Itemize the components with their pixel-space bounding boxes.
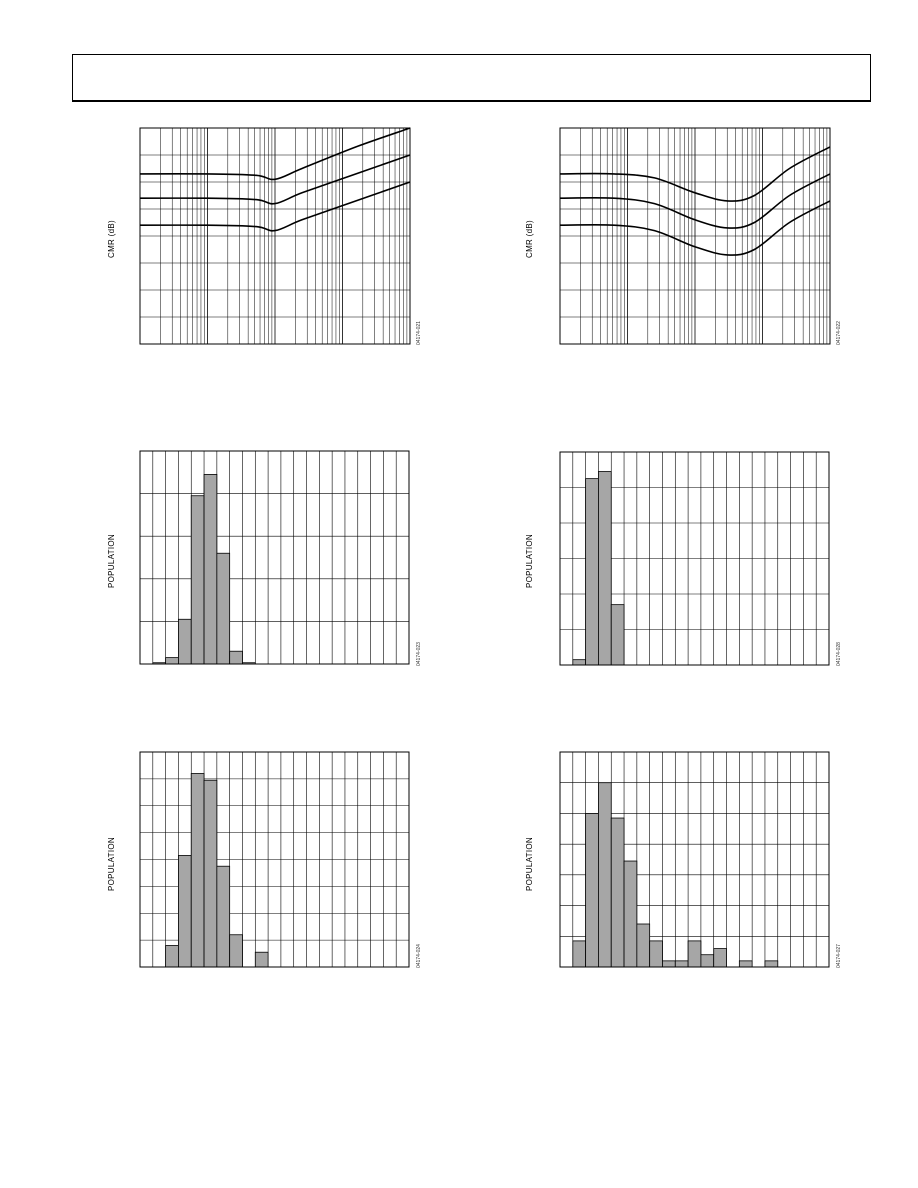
histogram-bar	[230, 935, 243, 967]
histogram-bar	[624, 861, 637, 967]
plot-area	[140, 752, 409, 967]
histogram-bar	[611, 818, 624, 967]
histogram-bar	[230, 651, 243, 664]
histogram-bar	[598, 783, 611, 967]
histogram-bar	[586, 813, 599, 967]
histogram-bar	[191, 774, 204, 968]
histogram-bar	[573, 941, 586, 967]
histogram-bar	[586, 479, 599, 665]
histogram-bar	[637, 924, 650, 967]
hist-bottom-right-ylabel: POPULATION	[525, 837, 534, 891]
histogram-mid-right	[560, 452, 829, 665]
cmr-chart-left	[140, 128, 410, 344]
histogram-bottom-right-svg	[560, 752, 829, 967]
cmr-chart-right-svg	[560, 128, 830, 344]
histogram-bar	[166, 658, 179, 664]
histogram-mid-left	[140, 451, 409, 664]
hist-bottom-right-figure-id: 04174-027	[836, 944, 842, 968]
hist-mid-left-ylabel: POPULATION	[107, 534, 116, 588]
histogram-bar	[255, 952, 268, 967]
histogram-bar	[662, 961, 675, 967]
hist-mid-right-figure-id: 04174-028	[836, 642, 842, 666]
histogram-bar	[650, 941, 663, 967]
plot-area	[140, 128, 410, 344]
page-header-box	[72, 54, 871, 102]
histogram-bar	[765, 961, 778, 967]
histogram-bar	[217, 553, 230, 664]
histogram-bottom-left-svg	[140, 752, 409, 967]
hist-mid-left-figure-id: 04174-023	[416, 642, 422, 666]
cmr-chart-left-svg	[140, 128, 410, 344]
histogram-bar	[178, 855, 191, 967]
cmr-left-figure-id: 04174-021	[416, 321, 422, 345]
cmr-chart-right	[560, 128, 830, 344]
histogram-bar	[217, 866, 230, 967]
histogram-mid-left-svg	[140, 451, 409, 664]
plot-area	[560, 128, 830, 344]
histogram-bar	[739, 961, 752, 967]
histogram-bar	[598, 472, 611, 665]
histogram-bar	[701, 955, 714, 967]
histogram-bar	[204, 474, 217, 664]
plot-area	[140, 451, 409, 664]
histogram-mid-right-svg	[560, 452, 829, 665]
histogram-bar	[688, 941, 701, 967]
cmr-right-figure-id: 04174-022	[836, 321, 842, 345]
histogram-bar	[675, 961, 688, 967]
histogram-bar	[178, 619, 191, 664]
hist-bottom-left-ylabel: POPULATION	[107, 837, 116, 891]
histogram-bottom-left	[140, 752, 409, 967]
plot-area	[560, 452, 829, 665]
cmr-left-ylabel: CMR (dB)	[107, 220, 116, 258]
plot-area	[560, 752, 829, 967]
hist-bottom-left-figure-id: 04174-024	[416, 944, 422, 968]
cmr-right-ylabel: CMR (dB)	[525, 220, 534, 258]
hist-mid-right-ylabel: POPULATION	[525, 534, 534, 588]
histogram-bar	[611, 605, 624, 665]
histogram-bar	[166, 946, 179, 968]
histogram-bar	[204, 780, 217, 967]
histogram-bar	[191, 496, 204, 664]
histogram-bar	[573, 660, 586, 665]
histogram-bar	[714, 949, 727, 967]
histogram-bottom-right	[560, 752, 829, 967]
